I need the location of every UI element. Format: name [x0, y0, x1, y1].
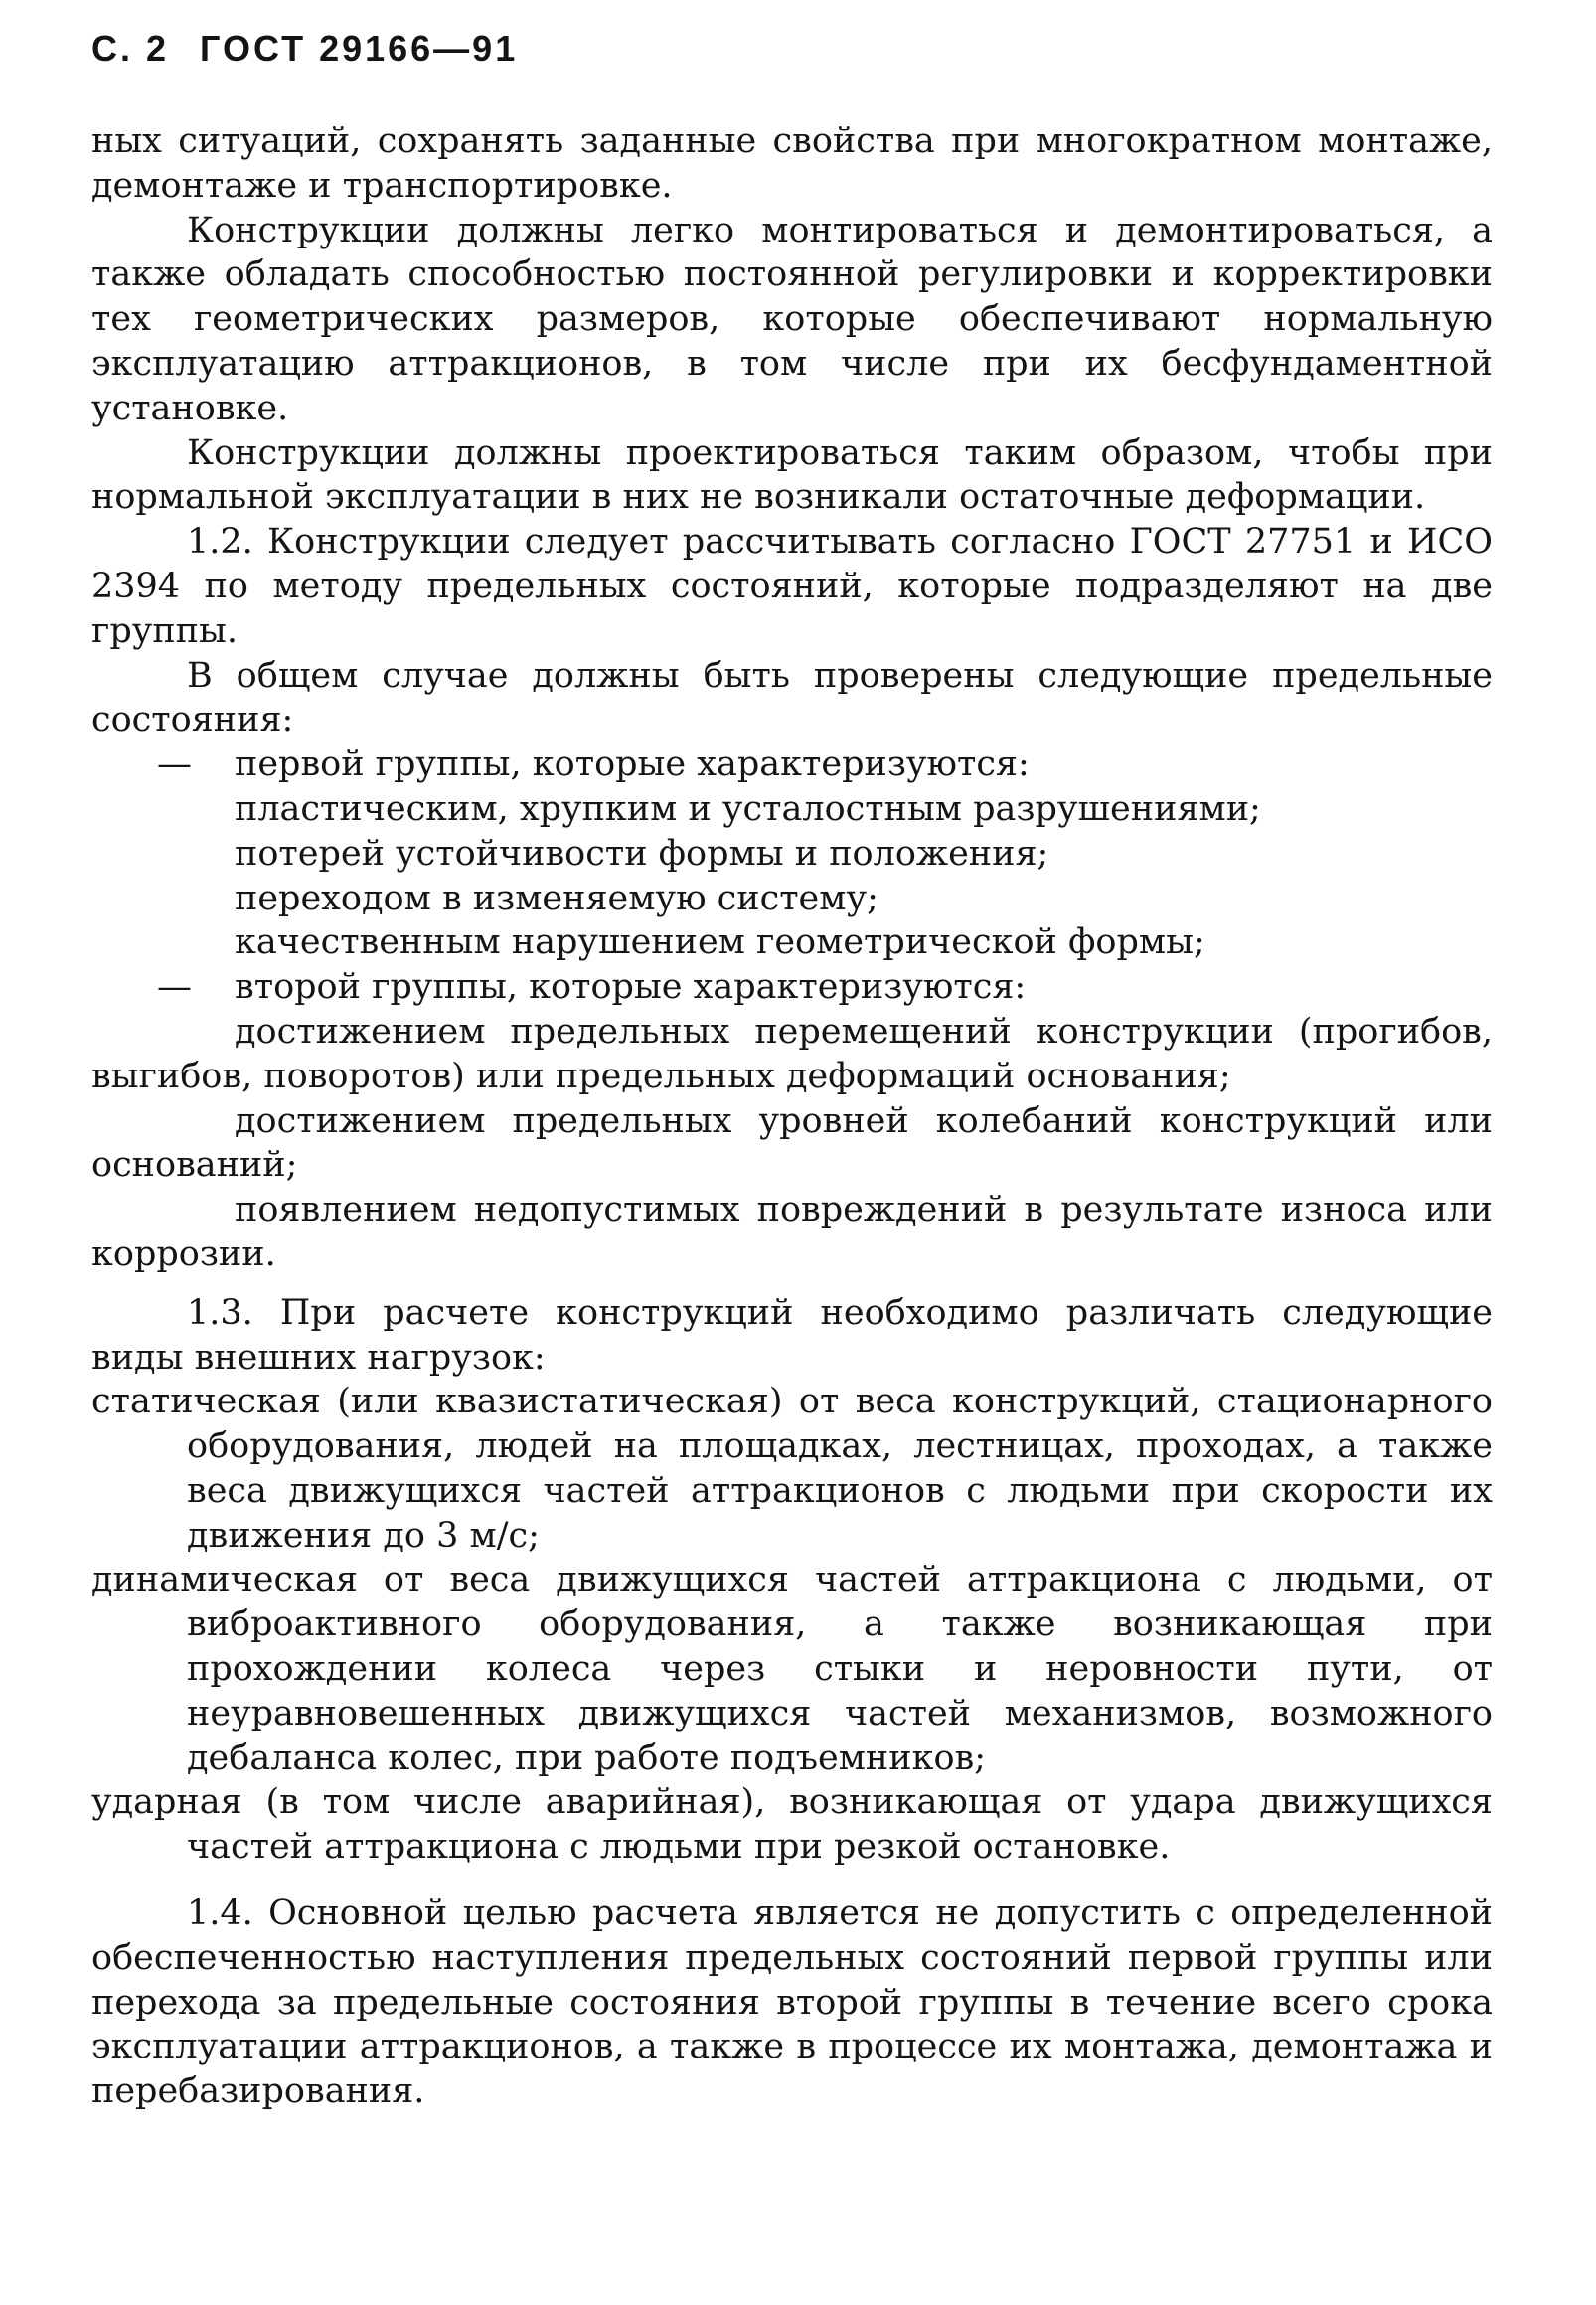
- sub-item: пластическим, хрупким и усталостным разрушениями;: [235, 788, 1261, 829]
- sub-item: достижением предельных перемещений конструкции (прогибов, выгибов, поворотов) или предельных деформаций основания;: [91, 1011, 1493, 1096]
- list-item-first-group: [91, 742, 1493, 787]
- page-number: С. 2: [91, 28, 170, 69]
- dash-mark: —: [157, 744, 192, 785]
- load-type-static: статическая (или квазистатическая) от веса конструкций, стационарного оборудования, людей на площадках, лестницах, проходах, а также веса движущихся частей аттракционов с людьми при скорости их движения до 3 м/с;: [91, 1382, 1493, 1556]
- load-type-dynamic: динамическая от веса движущихся частей аттракциона с людьми, от виброактивного оборудования, а также возникающая при прохождении колеса через стыки и неровности пути, от неуравновешенных движущихся частей механизмов, возможного дебаланса колес, при работе подъемников;: [91, 1560, 1493, 1778]
- sub-item: переходом в изменяемую систему;: [235, 878, 878, 918]
- sub-item: качественным нарушением геометрической формы;: [235, 922, 1205, 963]
- paragraph-assembly: Конструкции должны легко монтироваться и демонтироваться, а также обладать способностью постоянной регулировки и корректировки тех геометрических размеров, которые обеспечивают нормальную эксплуатацию аттракционов, в том числе при их бесфундаментной установке.: [91, 210, 1493, 428]
- paragraph-limit-states: В общем случае должны быть проверены следующие предельные состояния:: [91, 655, 1493, 741]
- sub-item: достижением предельных уровней колебаний конструкций или оснований;: [91, 1100, 1493, 1186]
- sub-item: потерей устойчивости формы и положения;: [235, 833, 1049, 874]
- standard-designation: ГОСТ 29166—91: [200, 28, 519, 69]
- sub-item: появлением недопустимых повреждений в результате износа или коррозии.: [91, 1190, 1493, 1274]
- clause-1-2: 1.2. Конструкции следует рассчитывать согласно ГОСТ 27751 и ИСО 2394 по методу предельных состояний, которые подразделяют на две группы.: [91, 522, 1493, 651]
- list-item-text: первой группы, которые характеризуются:: [235, 744, 1030, 785]
- list-item-second-group: [91, 965, 1493, 1010]
- list-item-text: второй группы, которые характеризуются:: [235, 967, 1027, 1008]
- clause-1-3: 1.3. При расчете конструкций необходимо различать следующие виды внешних нагрузок:: [91, 1292, 1493, 1378]
- dash-mark: —: [157, 967, 192, 1008]
- page-header: [91, 28, 536, 70]
- load-type-impact: ударная (в том числе аварийная), возникающая от удара движущихся частей аттракциона с людьми при резкой остановке.: [91, 1782, 1493, 1868]
- paragraph-deformation: Конструкции должны проектироваться таким образом, чтобы при нормальной эксплуатации в них не возникали остаточные деформации.: [91, 432, 1493, 518]
- clause-1-4: 1.4. Основной целью расчета является не допустить с определенной обеспеченностью наступления предельных состояний первой группы или перехода за предельные состояния второй группы в течение всего срока эксплуатации аттракционов, а также в процессе их монтажа, демонтажа и перебазирования.: [91, 1893, 1493, 2112]
- document-body: [91, 119, 1493, 2114]
- paragraph-continuation: ных ситуаций, сохранять заданные свойства при многократном монтаже, демонтаже и транспортировке.: [91, 121, 1493, 206]
